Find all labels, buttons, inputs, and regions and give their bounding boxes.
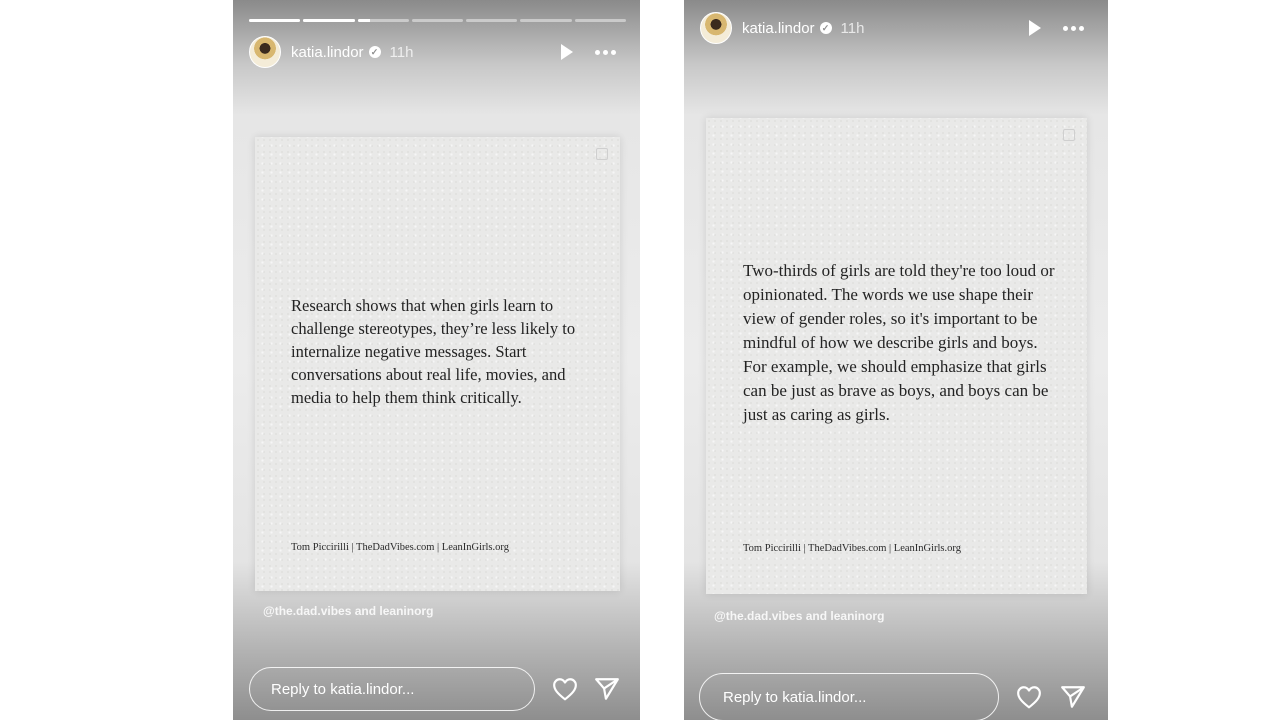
story-progress-bar: [249, 19, 626, 22]
story-viewer-right[interactable]: [684, 0, 1108, 720]
story-footer: [249, 666, 624, 712]
mention-sticker[interactable]: @the.dad.vibes and leaninorg: [714, 609, 885, 623]
progress-segment: [412, 19, 463, 22]
send-icon[interactable]: [1059, 683, 1087, 711]
quote-text: Research shows that when girls learn to challenge stereotypes, they’re less likely to internalize negative messages. Start conversations about real life, movies, and media to help them think critically.: [291, 296, 576, 407]
avatar[interactable]: [249, 36, 281, 68]
play-icon[interactable]: [561, 44, 573, 60]
progress-segment: [303, 19, 354, 22]
reply-input[interactable]: Reply to katia.lindor...: [699, 673, 999, 720]
progress-segment: [358, 19, 409, 22]
progress-segment-fill: [249, 19, 300, 22]
more-options-icon[interactable]: [1063, 26, 1084, 31]
more-options-icon[interactable]: [595, 50, 616, 55]
heart-icon[interactable]: [551, 675, 579, 703]
quote-card: [255, 137, 620, 591]
story-viewer-left[interactable]: [233, 0, 640, 720]
quote-credit: Tom Piccirilli | TheDadVibes.com | LeanInGirls.org: [291, 542, 509, 553]
quote-text: Two-thirds of girls are told they're too loud or opinionated. The words we use shape their view of gender roles, so it's important to be mindful of how we describe girls and boys. For example, we should emphasize that girls can be just as brave as boys, and boys can be just as caring as girls.: [743, 261, 1055, 424]
checkbox-icon: [596, 148, 608, 160]
story-footer: [699, 673, 1092, 720]
progress-segment: [466, 19, 517, 22]
progress-segment: [249, 19, 300, 22]
username[interactable]: katia.lindor: [742, 19, 815, 37]
story-header: [700, 12, 1092, 44]
progress-segment: [520, 19, 571, 22]
post-time: 11h: [389, 43, 414, 61]
progress-segment-fill: [358, 19, 371, 22]
username[interactable]: katia.lindor: [291, 43, 364, 61]
progress-segment-fill: [303, 19, 354, 22]
verified-badge-icon: ✓: [369, 46, 381, 58]
heart-icon[interactable]: [1015, 683, 1043, 711]
quote-card: [706, 118, 1087, 594]
send-icon[interactable]: [593, 675, 621, 703]
play-icon[interactable]: [1029, 20, 1041, 36]
verified-badge-icon: ✓: [820, 22, 832, 34]
post-time: 11h: [840, 19, 865, 37]
quote-credit: Tom Piccirilli | TheDadVibes.com | LeanInGirls.org: [743, 543, 961, 554]
avatar[interactable]: [700, 12, 732, 44]
checkbox-icon: [1063, 129, 1075, 141]
story-header: [249, 36, 624, 68]
reply-input[interactable]: Reply to katia.lindor...: [249, 667, 535, 711]
progress-segment: [575, 19, 626, 22]
mention-sticker[interactable]: @the.dad.vibes and leaninorg: [263, 604, 434, 618]
